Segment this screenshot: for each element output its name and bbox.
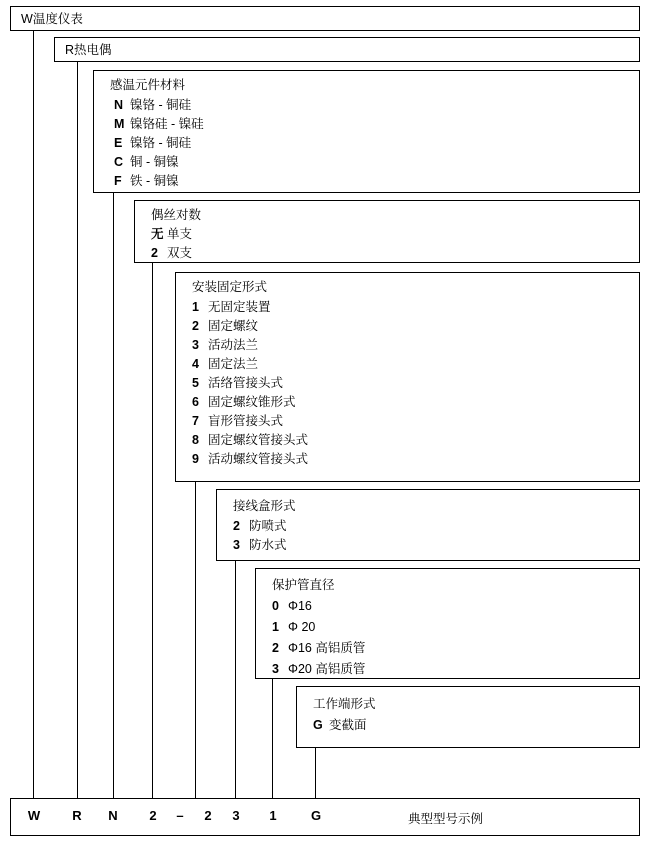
item-label: 变截面 <box>329 718 367 732</box>
item-code: 3 <box>192 338 199 352</box>
level-working-end-title: 工作端形式 <box>313 697 376 711</box>
stem-instrument <box>33 30 34 798</box>
item-code: 8 <box>192 433 199 447</box>
model-code-char-4: – <box>176 808 184 823</box>
item-code: N <box>114 98 124 112</box>
item-code: 1 <box>192 300 199 314</box>
item-code: G <box>313 718 323 732</box>
model-code-char-2: N <box>108 808 118 823</box>
item-code: C <box>114 155 124 169</box>
list-item <box>272 617 365 638</box>
item-label: 防喷式 <box>249 519 287 533</box>
item-label: 防水式 <box>249 538 287 552</box>
model-code-char-1: R <box>72 808 82 823</box>
item-label: 镍铬 - 铜硅 <box>130 136 192 150</box>
item-label: 镍铬 - 铜硅 <box>130 98 192 112</box>
level-wire-pairs-title: 偶丝对数 <box>151 208 202 222</box>
item-label: Φ16 <box>288 599 312 613</box>
list-item <box>313 716 367 735</box>
list-item <box>114 172 204 191</box>
level-instrument-title: 温度仪表 <box>32 12 83 26</box>
list-item <box>151 244 192 263</box>
item-label: 无固定装置 <box>208 300 271 314</box>
stem-wire-pairs <box>152 263 153 798</box>
item-code: 4 <box>192 357 199 371</box>
list-item <box>114 134 204 153</box>
item-label: 单支 <box>167 227 193 241</box>
item-code: 6 <box>192 395 199 409</box>
item-code: 2 <box>233 519 240 533</box>
item-code: 2 <box>192 319 199 333</box>
item-code: 9 <box>192 452 199 466</box>
item-code: 3 <box>272 662 279 676</box>
item-label: 固定螺纹锥形式 <box>208 395 296 409</box>
list-item <box>114 153 204 172</box>
list-item <box>192 393 308 412</box>
model-code-char-7: 1 <box>269 808 277 823</box>
list-item <box>192 336 308 355</box>
item-code: M <box>114 117 125 131</box>
list-item <box>192 431 308 450</box>
level-box-element-material <box>93 70 640 193</box>
item-code: 无 <box>151 227 164 241</box>
item-code: 2 <box>151 246 158 260</box>
level-instrument-heading <box>21 12 83 26</box>
stem-tube-diameter <box>272 679 273 798</box>
item-code: 1 <box>272 620 279 634</box>
item-label: 固定螺纹 <box>208 319 259 333</box>
list-item <box>114 115 204 134</box>
item-code: 2 <box>272 641 279 655</box>
item-label: Φ20 高铝质管 <box>288 662 366 676</box>
level-junction-box-title: 接线盒形式 <box>233 499 296 513</box>
item-label: Φ 20 <box>288 620 316 634</box>
level-thermocouple-heading <box>65 43 112 57</box>
item-label: 活动法兰 <box>208 338 259 352</box>
level-thermocouple-title: 热电偶 <box>74 43 112 57</box>
level-tube-diameter-title: 保护管直径 <box>272 578 335 592</box>
level-box-instrument <box>10 6 640 31</box>
item-label: 活络管接头式 <box>208 376 284 390</box>
level-box-tube-diameter <box>255 568 640 679</box>
item-label: 双支 <box>167 246 193 260</box>
item-label: 铜 - 铜镍 <box>130 155 179 169</box>
item-label: 铁 - 铜镍 <box>130 174 179 188</box>
stem-element-material <box>113 192 114 798</box>
item-label: 固定螺纹管接头式 <box>208 433 309 447</box>
model-code-char-5: 2 <box>204 808 212 823</box>
item-code: E <box>114 136 123 150</box>
stem-mounting <box>195 482 196 798</box>
stem-thermocouple <box>77 61 78 798</box>
item-code: 0 <box>272 599 279 613</box>
item-label: 盲形管接头式 <box>208 414 284 428</box>
model-code-char-3: 2 <box>149 808 157 823</box>
level-box-junction-box <box>216 489 640 561</box>
list-item <box>272 596 365 617</box>
item-label: Φ16 高铝质管 <box>288 641 366 655</box>
stem-working-end <box>315 748 316 798</box>
list-item <box>192 355 308 374</box>
item-code: 3 <box>233 538 240 552</box>
item-label: 镍铬硅 - 镍硅 <box>130 117 204 131</box>
stem-junction-box <box>235 561 236 798</box>
list-item <box>192 317 308 336</box>
list-item <box>272 638 365 659</box>
level-instrument-code: W <box>21 12 33 26</box>
item-label: 固定法兰 <box>208 357 259 371</box>
item-code: 5 <box>192 376 199 390</box>
list-item <box>192 450 308 469</box>
list-item <box>192 298 308 317</box>
level-box-working-end <box>296 686 640 748</box>
list-item <box>192 374 308 393</box>
item-label: 活动螺纹管接头式 <box>208 452 309 466</box>
item-code: 7 <box>192 414 199 428</box>
level-box-thermocouple <box>54 37 640 62</box>
list-item <box>114 96 204 115</box>
item-code: F <box>114 174 122 188</box>
model-code-note: 典型型号示例 <box>408 812 484 826</box>
list-item <box>233 517 287 536</box>
model-code-char-8: G <box>310 808 322 823</box>
list-item <box>272 659 365 680</box>
list-item <box>151 225 192 244</box>
level-box-mounting <box>175 272 640 482</box>
model-code-char-0: W <box>27 808 41 823</box>
level-mounting-title: 安装固定形式 <box>192 280 268 294</box>
list-item <box>192 412 308 431</box>
level-box-wire-pairs <box>134 200 640 263</box>
model-code-char-6: 3 <box>232 808 240 823</box>
level-thermocouple-code: R <box>65 43 75 57</box>
level-element-material-title: 感温元件材料 <box>110 78 186 92</box>
list-item <box>233 536 287 555</box>
